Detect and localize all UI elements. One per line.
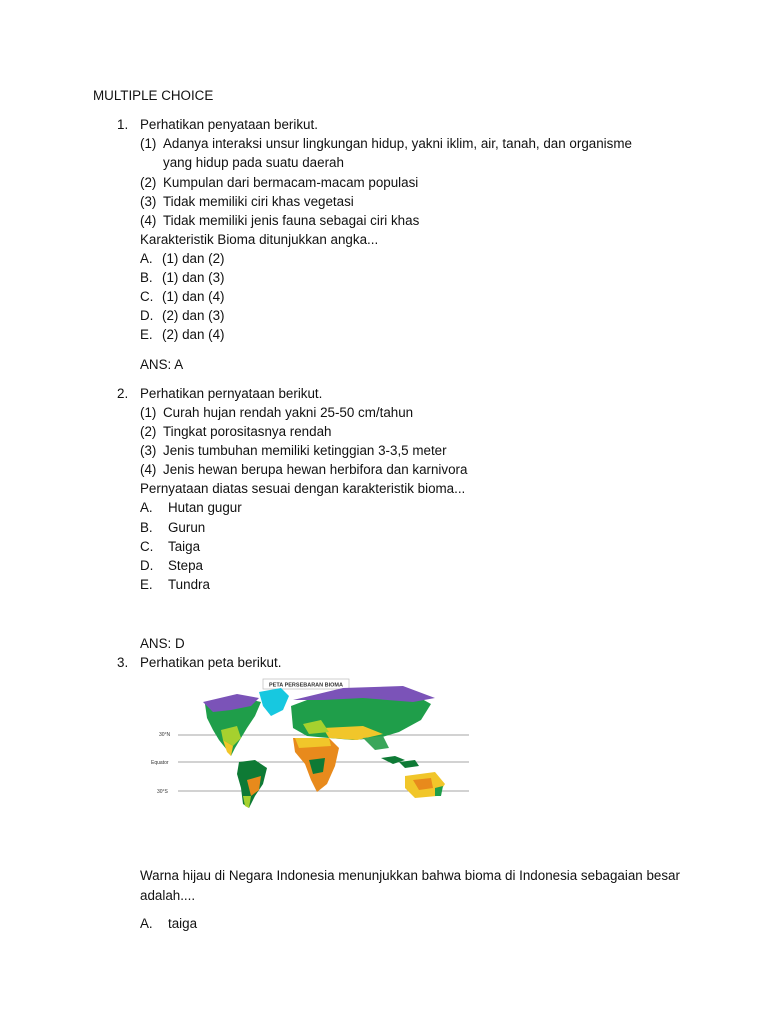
statement-text: Adanya interaksi unsur lingkungan hidup, yakni iklim, air, tanah, dan organisme xyxy=(163,136,632,151)
statement-item xyxy=(140,462,468,477)
option-letter: B. xyxy=(140,520,153,535)
option-text: (1) dan (4) xyxy=(162,289,225,304)
answer-option xyxy=(140,558,203,573)
biome-distribution-map xyxy=(143,676,471,848)
statement-text: Tidak memiliki ciri khas vegetasi xyxy=(163,194,354,209)
statement-item xyxy=(140,213,420,228)
statement-text: Jenis tumbuhan memiliki ketinggian 3-3,5 meter xyxy=(163,443,447,458)
question-number: 1. xyxy=(117,117,129,132)
answer-key: ANS: D xyxy=(140,636,185,651)
answer-option xyxy=(140,500,242,515)
option-letter: D. xyxy=(140,308,154,323)
question-text: Perhatikan peta berikut. xyxy=(140,655,282,670)
statement-item xyxy=(140,136,632,170)
option-letter: D. xyxy=(140,558,154,573)
statement-number: (3) xyxy=(140,443,157,458)
option-letter: A. xyxy=(140,916,153,931)
statement-text: Tingkat porositasnya rendah xyxy=(163,424,332,439)
answer-option xyxy=(140,251,225,266)
answer-option xyxy=(140,577,210,592)
option-text: Taiga xyxy=(168,539,201,554)
option-letter: B. xyxy=(140,270,153,285)
statement-number: (2) xyxy=(140,424,157,439)
option-text: Tundra xyxy=(168,577,210,592)
statement-text-continued: yang hidup pada suatu daerah xyxy=(163,155,344,170)
latitude-label: 30°N xyxy=(159,732,171,738)
statement-number: (3) xyxy=(140,194,157,209)
option-text: Hutan gugur xyxy=(168,500,242,515)
option-letter: E. xyxy=(140,327,153,342)
question-number: 2. xyxy=(117,386,129,401)
answer-option xyxy=(140,289,225,304)
statement-item xyxy=(140,424,332,439)
statement-text: Tidak memiliki jenis fauna sebagai ciri khas xyxy=(163,213,420,228)
option-text: taiga xyxy=(168,916,198,931)
option-text: (1) dan (3) xyxy=(162,270,225,285)
statement-text: Curah hujan rendah yakni 25-50 cm/tahun xyxy=(163,405,414,420)
option-text: (1) dan (2) xyxy=(162,251,225,266)
statement-item xyxy=(140,194,354,209)
answer-key: ANS: A xyxy=(140,357,184,372)
answer-option xyxy=(140,270,225,285)
statement-text: Jenis hewan berupa hewan herbifora dan karnivora xyxy=(163,462,468,477)
statement-item xyxy=(140,405,414,420)
option-letter: E. xyxy=(140,577,153,592)
statement-number: (4) xyxy=(140,213,157,228)
question-text: Warna hijau di Negara Indonesia menunjukkan bahwa bioma di Indonesia sebagaian besar adalah.... xyxy=(140,868,680,903)
option-letter: C. xyxy=(140,289,154,304)
option-text: Gurun xyxy=(168,520,206,535)
statement-number: (1) xyxy=(140,136,157,151)
question-text: Perhatikan pernyataan berikut. xyxy=(140,386,323,401)
latitude-label: Equator xyxy=(151,760,169,766)
map-title: PETA PERSEBARAN BIOMA xyxy=(269,682,343,689)
option-letter: C. xyxy=(140,539,154,554)
statement-number: (4) xyxy=(140,462,157,477)
question-prompt: Pernyataan diatas sesuai dengan karakteristik bioma... xyxy=(140,481,466,496)
option-text: Stepa xyxy=(168,558,203,573)
latitude-label: 30°S xyxy=(157,789,168,795)
statement-number: (1) xyxy=(140,405,157,420)
section-heading: MULTIPLE CHOICE xyxy=(93,88,214,103)
statement-item xyxy=(140,175,419,190)
question-number: 3. xyxy=(117,655,129,670)
statement-text: Kumpulan dari bermacam-macam populasi xyxy=(163,175,419,190)
answer-option xyxy=(140,916,197,931)
statement-item xyxy=(140,443,447,458)
statement-number: (2) xyxy=(140,175,157,190)
option-letter: A. xyxy=(140,500,153,515)
option-text: (2) dan (4) xyxy=(162,327,225,342)
answer-option xyxy=(140,308,225,323)
answer-option xyxy=(140,327,225,342)
option-text: (2) dan (3) xyxy=(162,308,225,323)
answer-option xyxy=(140,520,205,535)
answer-option xyxy=(140,539,200,554)
question-prompt: Karakteristik Bioma ditunjukkan angka... xyxy=(140,232,379,247)
question-text: Perhatikan penyataan berikut. xyxy=(140,117,318,132)
option-letter: A. xyxy=(140,251,153,266)
